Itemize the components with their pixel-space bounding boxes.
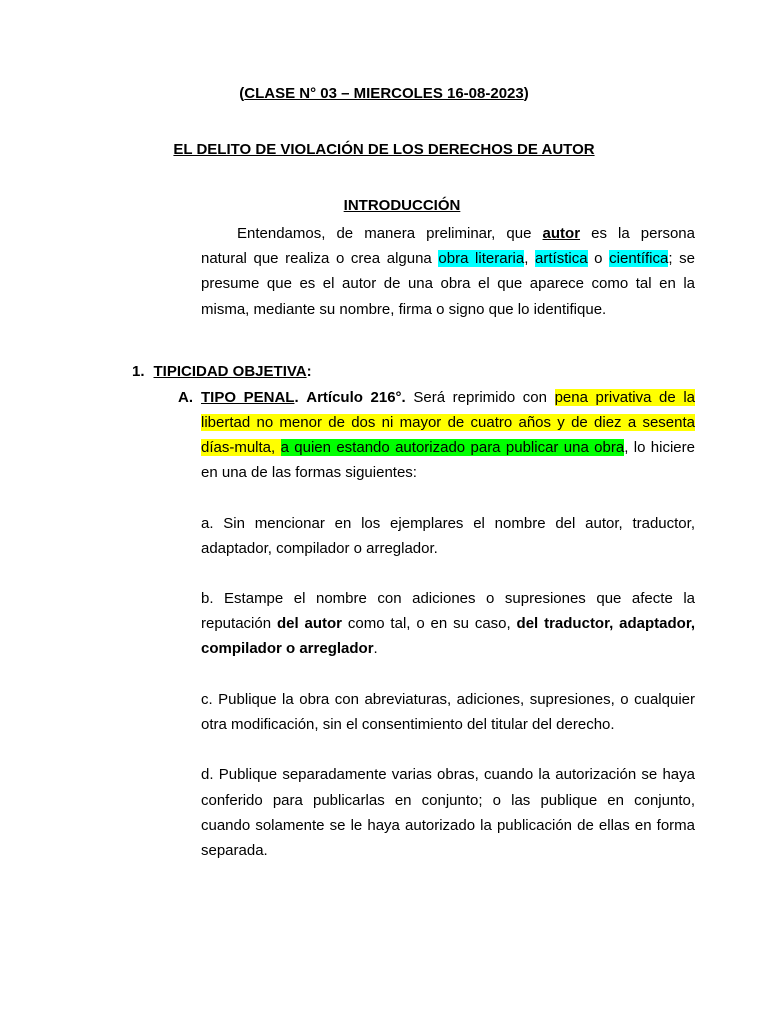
article-number: Artículo 216°. bbox=[306, 389, 406, 406]
article-text: , lo hiciere bbox=[624, 439, 695, 456]
subsection-a-line-3 bbox=[201, 439, 695, 457]
section-colon: : bbox=[306, 363, 312, 380]
intro-line-4: misma, mediante su nombre, firma o signo que lo identifique. bbox=[201, 301, 607, 318]
intro-text: natural que realiza o crea alguna bbox=[201, 250, 439, 267]
item-b-line-3 bbox=[201, 640, 695, 658]
item-b-line-1: b. Estampe el nombre con adiciones o supresiones que afecte la bbox=[201, 590, 695, 607]
subsection-title: TIPO PENAL bbox=[201, 389, 295, 406]
item-a-line-1: a. Sin mencionar en los ejemplares el nombre del autor, traductor, bbox=[201, 515, 695, 532]
highlight-obra-literaria: obra literaria bbox=[438, 250, 525, 267]
subsection-dot: . bbox=[294, 389, 299, 406]
section-title: TIPICIDAD OBJETIVA bbox=[153, 363, 307, 380]
item-c-line-2: otra modificación, sin el consentimiento del titular del derecho. bbox=[201, 716, 615, 733]
item-text: . bbox=[373, 640, 378, 657]
item-bold: del traductor, adaptador, bbox=[516, 615, 695, 632]
intro-text: ; se bbox=[668, 250, 695, 267]
item-text: como tal, o en su caso, bbox=[342, 615, 517, 632]
highlight-pena: pena privativa de la bbox=[554, 389, 695, 406]
close-paren: ) bbox=[523, 85, 529, 102]
open-paren: ( bbox=[239, 85, 245, 102]
intro-line-3: presume que es el autor de una obra el que aparece como tal en la bbox=[201, 275, 695, 292]
intro-text: es la persona bbox=[580, 225, 695, 242]
item-d-line-3: cuando solamente se le haya autorizado la publicación de ellas en forma bbox=[201, 817, 695, 834]
item-b-line-2 bbox=[201, 615, 695, 633]
item-bold: compilador o arreglador bbox=[201, 640, 374, 657]
item-d-line-4: separada. bbox=[201, 842, 268, 859]
autor-term: autor bbox=[542, 225, 581, 242]
item-d-line-2: conferido para publicarlas en conjunto; o las publique en conjunto, bbox=[201, 792, 695, 809]
subsection-a-line-2 bbox=[201, 414, 695, 432]
item-a-line-2: adaptador, compilador o arreglador. bbox=[201, 540, 438, 557]
class-header-title: CLASE N° 03 – MIERCOLES 16-08-2023 bbox=[244, 85, 524, 102]
highlight-artistica: artística bbox=[535, 250, 588, 267]
highlight-dias-multa: días-multa, bbox=[201, 439, 281, 456]
highlight-pena: libertad no menor de dos ni mayor de cuatro años y de diez a sesenta bbox=[201, 414, 695, 431]
intro-line-1 bbox=[201, 225, 695, 243]
intro-text: , bbox=[524, 250, 536, 267]
article-text: Será reprimido con bbox=[405, 389, 555, 406]
document-title: EL DELITO DE VIOLACIÓN DE LOS DERECHOS DE AUTOR bbox=[173, 141, 595, 158]
intro-line-2 bbox=[201, 250, 695, 268]
subsection-letter: A. bbox=[178, 389, 193, 406]
intro-text: Entendamos, de manera preliminar, que bbox=[237, 225, 543, 242]
item-d-line-1: d. Publique separadamente varias obras, cuando la autorización se haya bbox=[201, 766, 695, 783]
subsection-a-line-4: en una de las formas siguientes: bbox=[201, 464, 417, 481]
subsection-a-line-1 bbox=[178, 389, 695, 407]
section-number: 1. bbox=[132, 363, 145, 380]
intro-text: o bbox=[587, 250, 610, 267]
section-1-heading bbox=[132, 363, 312, 381]
item-bold: del autor bbox=[276, 615, 342, 632]
item-text: reputación bbox=[201, 615, 277, 632]
highlight-autorizado: a quien estando autorizado para publicar una obra bbox=[280, 439, 625, 456]
intro-heading: INTRODUCCIÓN bbox=[343, 197, 461, 214]
highlight-cientifica: científica bbox=[609, 250, 669, 267]
item-c-line-1: c. Publique la obra con abreviaturas, adiciones, supresiones, o cualquier bbox=[201, 691, 695, 708]
class-header bbox=[0, 85, 768, 103]
